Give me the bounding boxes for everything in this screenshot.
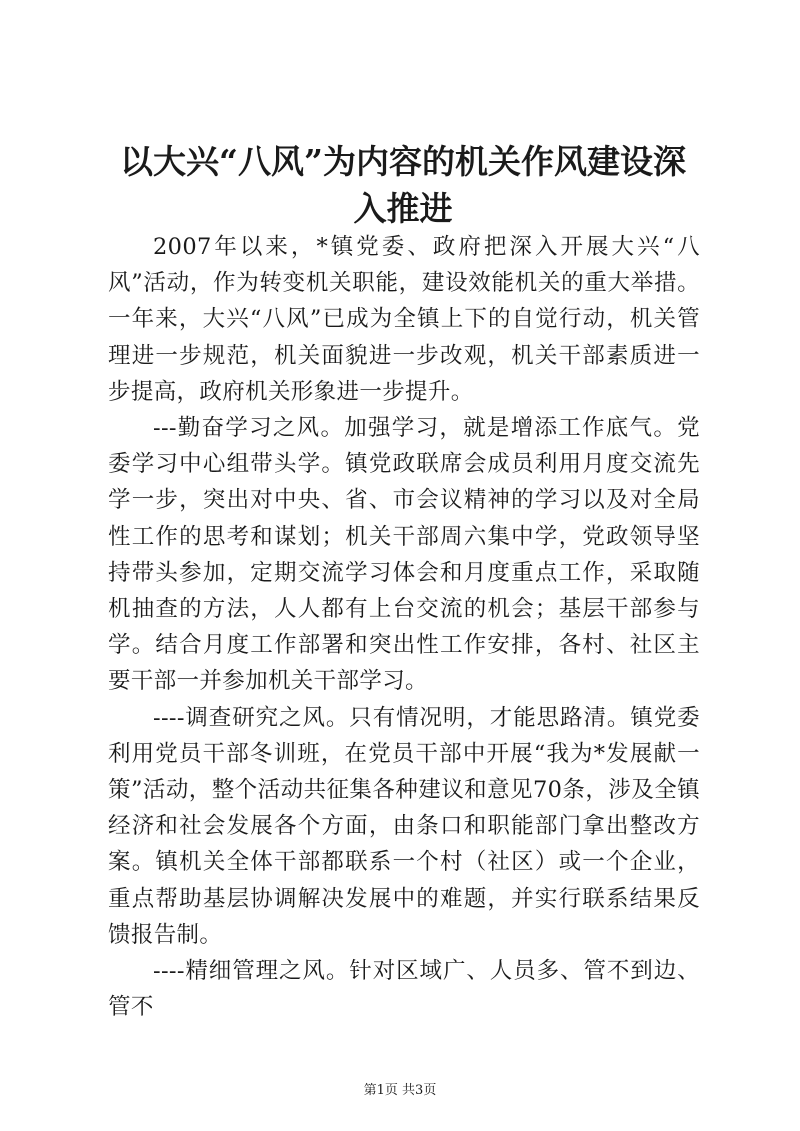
paragraph-management: ----精细管理之风。针对区域广、人员多、管不到边、管不	[108, 958, 700, 1021]
page-number-footer: 第1页 共3页	[363, 1083, 437, 1098]
paragraph-intro: 2007年以来，*镇党委、政府把深入开展大兴“八风”活动，作为转变机关职能，建设效能机关的重大举措。一年来，大兴“八风”已成为全镇上下的自觉行动，机关管理进一步规范，机关面貌进一步改观，机关干部素质进一步提高，政府机关形象进一步提升。	[108, 234, 700, 405]
document-body	[108, 229, 700, 1025]
paragraph-research: ----调查研究之风。只有情况明，才能思路清。镇党委利用党员干部冬训班，在党员干部中开展“我为*发展献一策”活动，整个活动共征集各种建议和意见70条，涉及全镇经济和社会发展各个方面，由条口和职能部门拿出整改方案。镇机关全体干部都联系一个村（社区）或一个企业，重点帮助基层协调解决发展中的难题，并实行联系结果反馈报告制。	[108, 704, 700, 948]
paragraph-study: ---勤奋学习之风。加强学习，就是增添工作底气。党委学习中心组带头学。镇党政联席会成员利用月度交流先学一步，突出对中央、省、市会议精神的学习以及对全局性工作的思考和谋划；机关干部周六集中学，党政领导坚持带头参加，定期交流学习体会和月度重点工作，采取随机抽查的方法，人人都有上台交流的机会；基层干部参与学。结合月度工作部署和突出性工作安排，各村、社区主要干部一并参加机关干部学习。	[108, 415, 700, 695]
document-title: 以大兴“八风”为内容的机关作风建设深入推进	[120, 142, 686, 228]
